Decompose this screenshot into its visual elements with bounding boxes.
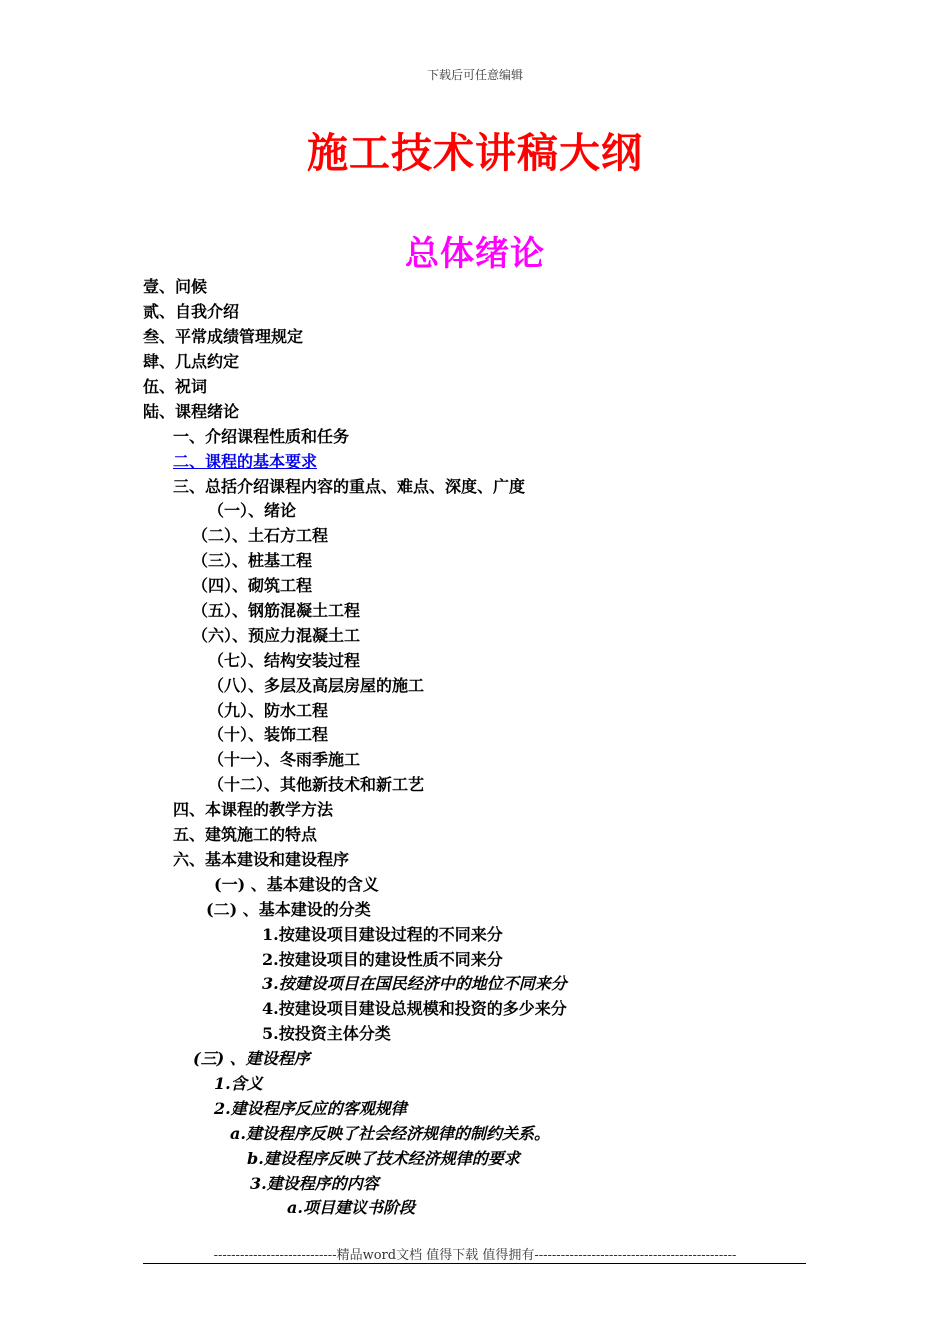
outline-item: （七）、结构安装过程 [208,651,361,670]
outline-item: 2.按建设项目的建设性质不同来分 [262,950,503,969]
outline-item: （十一）、冬雨季施工 [208,750,361,769]
outline-item: 1.含义 [214,1074,263,1093]
outline-item: （二）、土石方工程 [192,526,329,545]
outline-item: （十）、装饰工程 [208,725,329,744]
document-title: 施工技术讲稿大纲 [307,129,643,177]
outline-item: 3.按建设项目在国民经济中的地位不同来分 [262,974,567,993]
outline-item: （九）、防水工程 [208,701,329,720]
outline-item: 伍、祝词 [143,377,208,396]
outline-item: （四）、砌筑工程 [192,576,313,595]
outline-item: a.项目建议书阶段 [287,1198,415,1217]
outline-item: （五）、钢筋混凝土工程 [192,601,361,620]
outline-link[interactable]: 二、课程的基本要求 [173,452,318,471]
outline-item: 五、建筑施工的特点 [173,825,318,844]
outline-item: 1.按建设项目建设过程的不同来分 [262,925,503,944]
page-footer: ----------------------------精品word文档 值得下载 值得拥有---------------------------------------------- [213,1248,737,1263]
outline-item: 肆、几点约定 [143,352,240,371]
outline-item: (二) 、基本建设的分类 [206,900,371,919]
outline-item: 3.建设程序的内容 [250,1174,379,1193]
outline-item: 4.按建设项目建设总规模和投资的多少来分 [262,999,567,1018]
outline-item: b.建设程序反映了技术经济规律的要求 [247,1149,520,1168]
footer-divider [143,1263,806,1264]
section-title: 总体绪论 [405,234,545,274]
outline-item: 三、总括介绍课程内容的重点、难点、深度、广度 [173,477,526,496]
outline-item: 六、基本建设和建设程序 [173,850,350,869]
outline-item: （六）、预应力混凝土工 [192,626,361,645]
outline-item: （一）、绪论 [208,501,297,520]
outline-item: 壹、问候 [143,277,208,296]
outline-item: (一) 、基本建设的含义 [214,875,379,894]
outline-item: 5.按投资主体分类 [262,1024,391,1043]
outline-item: a.建设程序反映了社会经济规律的制约关系。 [230,1124,550,1143]
outline-item: （十二）、其他新技术和新工艺 [208,775,425,794]
outline-item: 2.建设程序反应的客观规律 [214,1099,407,1118]
outline-item: 贰、自我介绍 [143,302,240,321]
outline-item: 四、本课程的教学方法 [173,800,334,819]
outline-item: （八）、多层及高层房屋的施工 [208,676,425,695]
outline-item: 叁、平常成绩管理规定 [143,327,304,346]
outline-item: (三) 、建设程序 [193,1049,310,1068]
outline-item: 一、介绍课程性质和任务 [173,427,350,446]
page-header: 下载后可任意编辑 [426,68,523,82]
outline-item: 陆、课程绪论 [143,402,240,421]
outline-item: （三）、桩基工程 [192,551,313,570]
